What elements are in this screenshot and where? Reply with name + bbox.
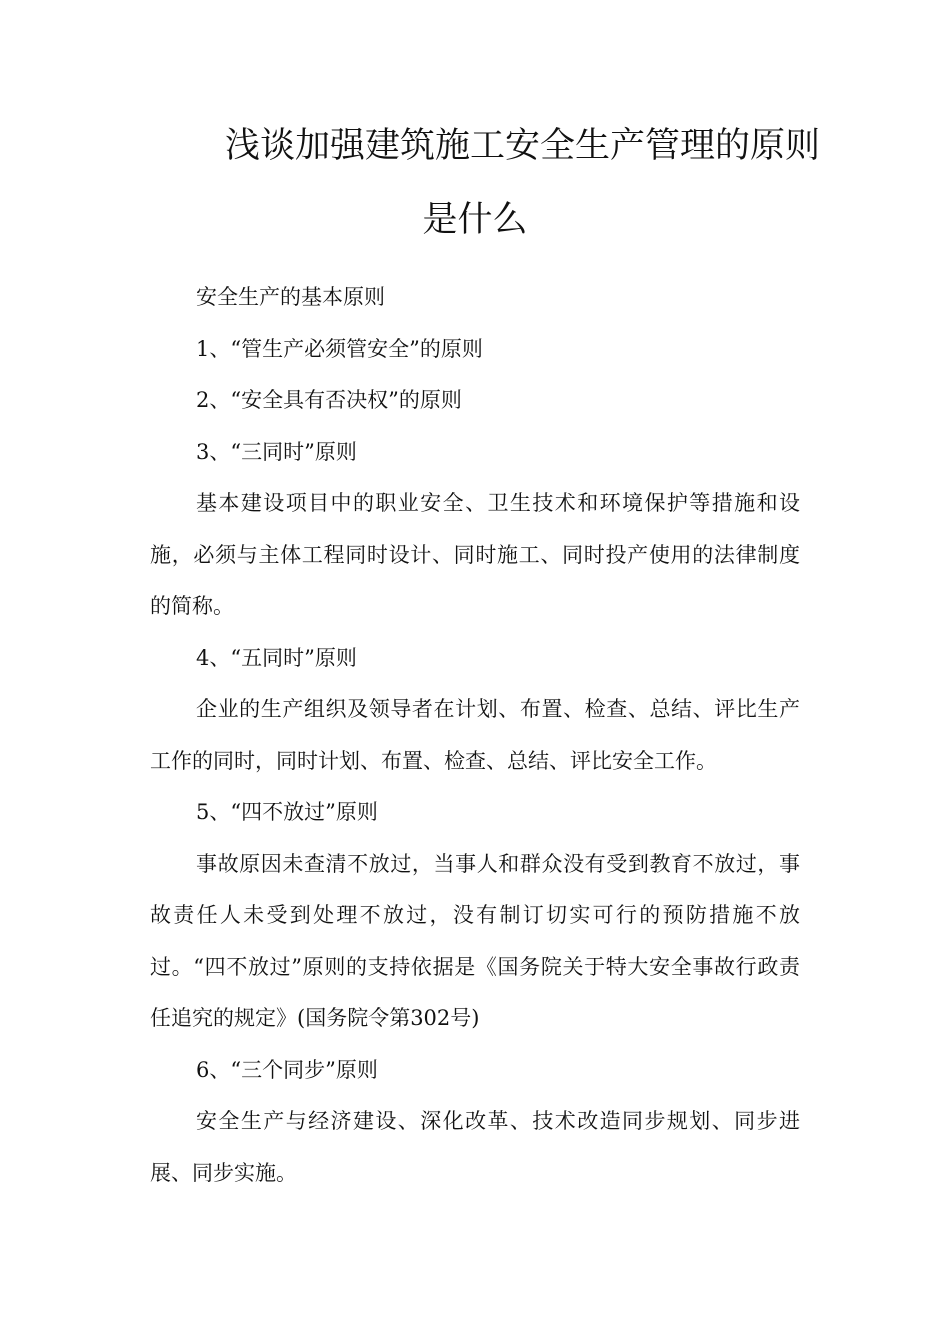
principle-paragraph-4: 企业的生产组织及领导者在计划、布置、检查、总结、评比生产工作的同时，同时计划、布置、检查、总结、评比安全工作。 xyxy=(150,697,800,773)
document-title-line-2: 是什么 xyxy=(422,200,528,240)
principle-paragraph-5: 事故原因未查清不放过，当事人和群众没有受到教育不放过，事故责任人未受到处理不放过，没有制订切实可行的预防措施不放过。“四不放过”原则的支持依据是《国务院关于特大安全事故行政责任追究的规定》(国务院令第302号) xyxy=(150,851,800,1030)
principle-paragraph-3: 基本建设项目中的职业安全、卫生技术和环境保护等措施和设施，必须与主体工程同时设计、同时施工、同时投产使用的法律制度的简称。 xyxy=(150,491,800,618)
principle-heading-5: 5、“四不放过”原则 xyxy=(196,800,378,824)
principle-heading-2: 2、“安全具有否决权”的原则 xyxy=(196,388,462,412)
principle-paragraph-6: 安全生产与经济建设、深化改革、技术改造同步规划、同步进展、同步实施。 xyxy=(150,1109,800,1185)
document-title-line-1: 浅谈加强建筑施工安全生产管理的原则 xyxy=(225,126,821,166)
document-body xyxy=(150,272,800,1199)
principle-heading-1: 1、“管生产必须管安全”的原则 xyxy=(196,336,483,361)
principle-heading-3: 3、“三同时”原则 xyxy=(196,439,357,464)
section-heading: 安全生产的基本原则 xyxy=(196,285,385,309)
principle-heading-6: 6、“三个同步”原则 xyxy=(196,1057,378,1082)
principle-heading-4: 4、“五同时”原则 xyxy=(196,645,357,670)
